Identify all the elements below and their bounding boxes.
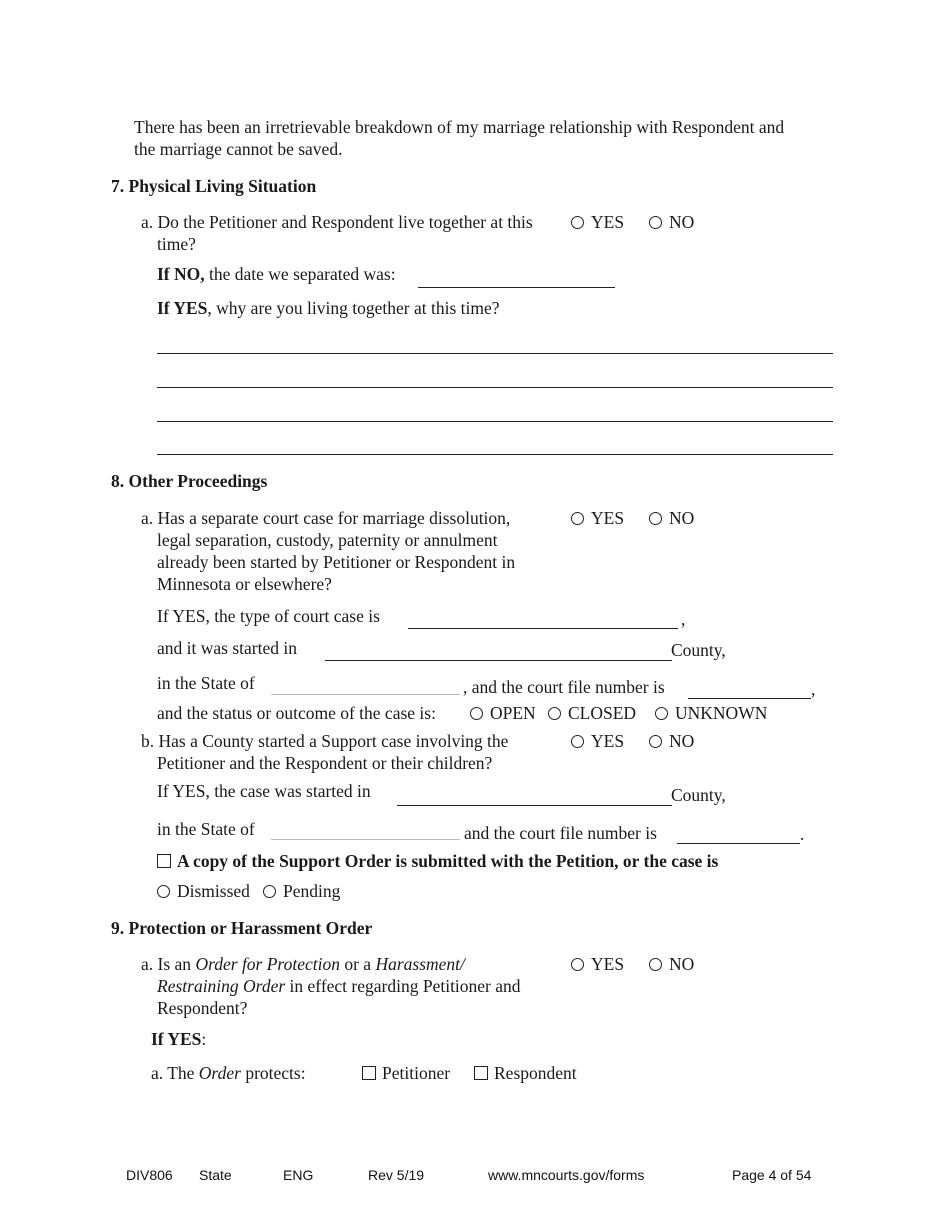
- file-number-comma: ,: [811, 679, 816, 699]
- order-italic: Order: [198, 1063, 241, 1083]
- q7a-no-option[interactable]: [649, 211, 694, 233]
- status-label: and the status or outcome of the case is:: [157, 703, 436, 723]
- radio-icon[interactable]: [470, 707, 483, 720]
- q9a-line-2-rest: in effect regarding Petitioner and: [285, 976, 521, 996]
- case-type-comma: ,: [681, 609, 686, 629]
- state-of-label: in the State of: [157, 673, 255, 693]
- status-open-option[interactable]: [470, 702, 536, 724]
- footer-revision: Rev 5/19: [368, 1167, 425, 1183]
- q8b-line-1: b. Has a County started a Support case involving the: [141, 731, 509, 751]
- yes-label: YES: [591, 731, 625, 751]
- radio-icon[interactable]: [263, 885, 276, 898]
- if-yes-bold: If YES: [157, 298, 208, 318]
- q9a-no-option[interactable]: [649, 953, 694, 975]
- q9a-line-2: [157, 975, 521, 997]
- open-label: OPEN: [490, 703, 536, 723]
- radio-icon[interactable]: [548, 707, 561, 720]
- file-number-label-b: and the court file number is: [464, 823, 657, 843]
- no-label: NO: [669, 954, 695, 974]
- checkbox-icon[interactable]: [362, 1066, 376, 1080]
- if-no-separated-label: [157, 263, 396, 285]
- file-number-period: .: [800, 824, 805, 844]
- state-field[interactable]: [271, 694, 460, 695]
- yes-label: YES: [591, 508, 625, 528]
- radio-icon[interactable]: [571, 512, 584, 525]
- footer-page-number: Page 4 of 54: [732, 1167, 812, 1183]
- section9-if-yes: [151, 1028, 206, 1050]
- case-started-label: If YES, the case was started in: [157, 781, 371, 801]
- harassment-text: Harassment/: [375, 954, 465, 974]
- radio-icon[interactable]: [649, 735, 662, 748]
- q8a-line-4: Minnesota or elsewhere?: [157, 574, 332, 594]
- no-label: NO: [669, 212, 695, 232]
- case-type-label: If YES, the type of court case is: [157, 606, 380, 626]
- unknown-label: UNKNOWN: [675, 703, 768, 723]
- radio-icon[interactable]: [571, 735, 584, 748]
- state-of-label-b: in the State of: [157, 819, 255, 839]
- q8b-yes-option[interactable]: [571, 730, 624, 752]
- case-started-county-field[interactable]: [397, 805, 672, 806]
- q8b-no-option[interactable]: [649, 730, 694, 752]
- copy-label: A copy of the Support Order is submitted with the Petition, or the case is: [177, 851, 719, 871]
- protects-petitioner-option[interactable]: [362, 1062, 450, 1084]
- if-yes-colon: :: [201, 1029, 207, 1049]
- radio-icon[interactable]: [649, 512, 662, 525]
- q8a-yes-option[interactable]: [571, 507, 624, 529]
- file-number-label: , and the court file number is: [463, 677, 665, 697]
- protects-post: protects:: [240, 1063, 306, 1083]
- no-label: NO: [669, 508, 695, 528]
- started-in-label: and it was started in: [157, 638, 297, 658]
- footer-form-id: DIV806: [126, 1167, 173, 1183]
- status-unknown-option[interactable]: [655, 702, 767, 724]
- petitioner-label: Petitioner: [382, 1063, 451, 1083]
- order-protects-label: [151, 1062, 306, 1084]
- case-type-field[interactable]: [408, 628, 678, 629]
- if-yes-why-label: [157, 297, 500, 319]
- radio-icon[interactable]: [655, 707, 668, 720]
- section-9-heading: 9. Protection or Harassment Order: [111, 918, 373, 938]
- q8b-line-2: Petitioner and the Respondent or their children?: [157, 753, 493, 773]
- status-closed-option[interactable]: [548, 702, 636, 724]
- county-label-b: County,: [671, 785, 726, 805]
- state-field-b[interactable]: [271, 839, 460, 840]
- radio-icon[interactable]: [571, 216, 584, 229]
- if-no-rest: the date we separated was:: [204, 264, 396, 284]
- q7a-line-1: a. Do the Petitioner and Respondent live together at this: [141, 212, 533, 232]
- q9a-yes-option[interactable]: [571, 953, 624, 975]
- footer-language: ENG: [283, 1167, 314, 1183]
- reason-line-3[interactable]: [157, 421, 833, 422]
- no-label: NO: [669, 731, 695, 751]
- file-number-field[interactable]: [688, 698, 811, 699]
- q9a-line-3: Respondent?: [157, 998, 248, 1018]
- section-8-heading: 8. Other Proceedings: [111, 471, 268, 491]
- support-order-copy-option[interactable]: [157, 850, 718, 872]
- file-number-field-b[interactable]: [677, 843, 800, 844]
- dismissed-label: Dismissed: [177, 881, 250, 901]
- footer-state: State: [199, 1167, 232, 1183]
- q7a-line-2: time?: [157, 234, 196, 254]
- pending-option[interactable]: [263, 880, 340, 902]
- q7a-yes-option[interactable]: [571, 211, 624, 233]
- radio-icon[interactable]: [649, 216, 662, 229]
- respondent-label: Respondent: [494, 1063, 577, 1083]
- county-label: County,: [671, 640, 726, 660]
- reason-line-2[interactable]: [157, 387, 833, 388]
- pending-label: Pending: [283, 881, 341, 901]
- protects-pre: a. The: [151, 1063, 199, 1083]
- protects-respondent-option[interactable]: [474, 1062, 577, 1084]
- if-yes-rest: , why are you living together at this time?: [207, 298, 500, 318]
- section-7-heading: 7. Physical Living Situation: [111, 176, 317, 196]
- dismissed-option[interactable]: [157, 880, 250, 902]
- q9a-line-1: [141, 953, 465, 975]
- reason-line-1[interactable]: [157, 353, 833, 354]
- closed-label: CLOSED: [568, 703, 637, 723]
- radio-icon[interactable]: [571, 958, 584, 971]
- q8a-no-option[interactable]: [649, 507, 694, 529]
- q8a-line-2: legal separation, custody, paternity or annulment: [157, 530, 498, 550]
- intro-line-1: There has been an irretrievable breakdown of my marriage relationship with Respondent and: [134, 117, 785, 137]
- intro-line-2: the marriage cannot be saved.: [134, 139, 343, 159]
- checkbox-icon[interactable]: [157, 854, 171, 868]
- reason-line-4[interactable]: [157, 454, 833, 455]
- radio-icon[interactable]: [157, 885, 170, 898]
- started-county-field[interactable]: [325, 660, 672, 661]
- if-yes-bold: If YES: [151, 1029, 202, 1049]
- yes-label: YES: [591, 212, 625, 232]
- restraining-order-text: Restraining Order: [157, 976, 286, 996]
- q8a-line-3: already been started by Petitioner or Respondent in: [157, 552, 516, 572]
- order-for-protection-text: Order for Protection: [195, 954, 340, 974]
- if-no-bold: If NO,: [157, 264, 205, 284]
- separation-date-field[interactable]: [418, 287, 615, 288]
- checkbox-icon[interactable]: [474, 1066, 488, 1080]
- yes-label: YES: [591, 954, 625, 974]
- q8a-line-1: a. Has a separate court case for marriage dissolution,: [141, 508, 511, 528]
- q9a-pre: a. Is an: [141, 954, 196, 974]
- q9a-or: or a: [339, 954, 376, 974]
- radio-icon[interactable]: [649, 958, 662, 971]
- footer-url[interactable]: www.mncourts.gov/forms: [488, 1167, 645, 1183]
